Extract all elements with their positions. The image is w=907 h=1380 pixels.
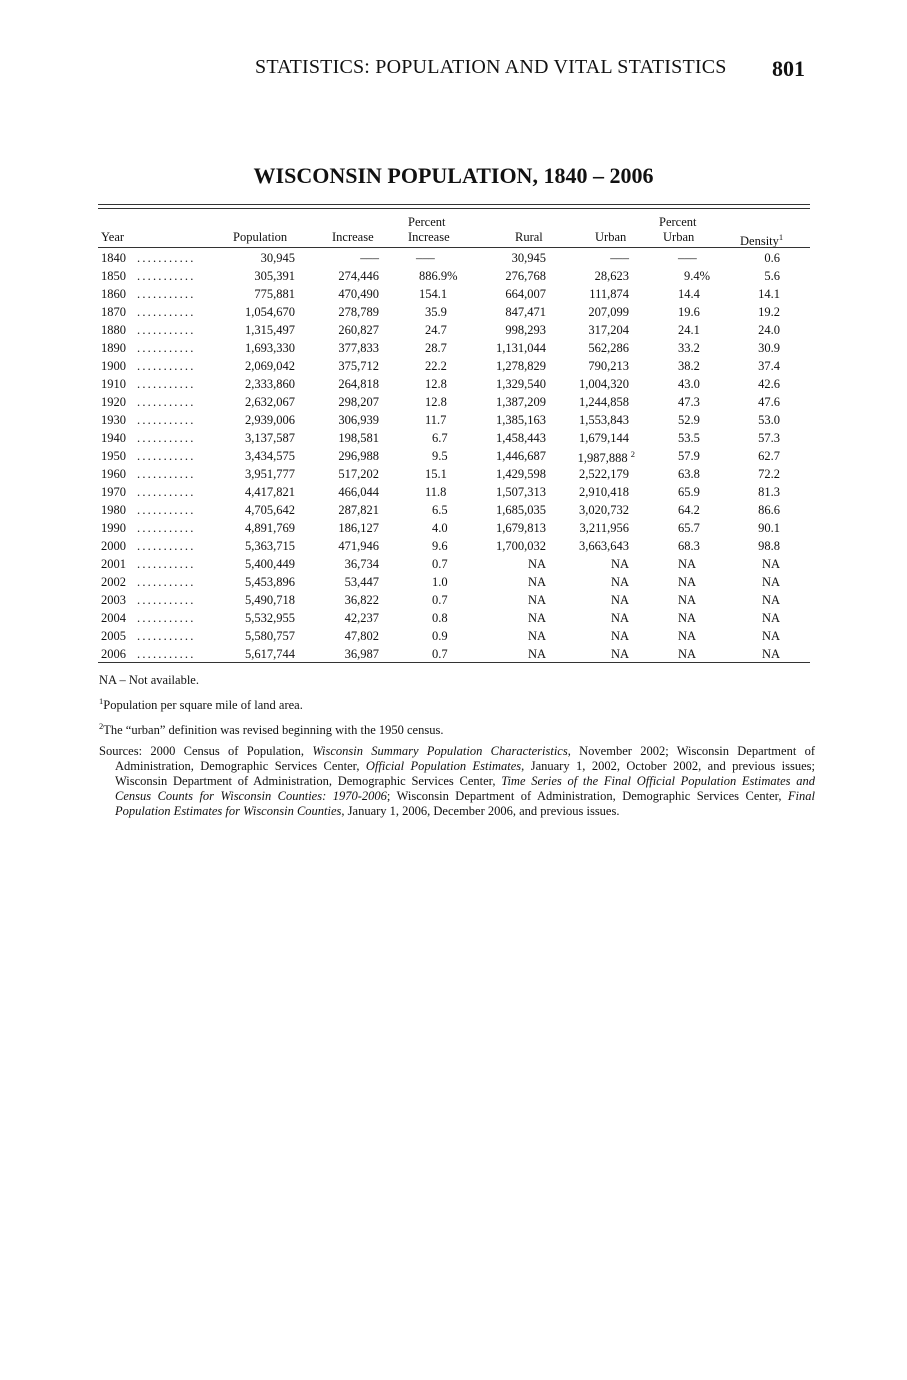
- source-text: Sources: 2000 Census of Population,: [99, 744, 313, 758]
- row-population: 2,939,006: [245, 412, 295, 427]
- row-rural: NA: [527, 646, 546, 661]
- row-year: 1880: [101, 322, 126, 337]
- row-rural: NA: [527, 592, 546, 607]
- row-year: 1870: [101, 304, 126, 319]
- row-percent-urban: 53.5: [678, 430, 700, 445]
- row-population: 1,315,497: [245, 322, 295, 337]
- table-title: WISCONSIN POPULATION, 1840 – 2006: [253, 163, 654, 188]
- footnote-marker-1: 1: [778, 232, 784, 242]
- row-rural: 1,131,044: [496, 340, 546, 355]
- row-year: 1840: [101, 251, 126, 265]
- row-increase: 296,988: [338, 448, 379, 463]
- row-leader: ...........: [137, 268, 196, 283]
- header-percent-increase-line1: Percent: [408, 215, 446, 229]
- row-percent-increase: 15.1: [425, 466, 447, 481]
- row-rural: 1,507,313: [496, 484, 546, 499]
- row-rural: 847,471: [505, 304, 546, 319]
- table-row: [0, 359, 907, 377]
- row-increase: 47,802: [344, 628, 379, 643]
- table-row: [0, 539, 907, 557]
- row-percent-increase: 9.6: [432, 538, 448, 553]
- row-increase: 466,044: [338, 484, 379, 499]
- row-density: NA: [761, 574, 780, 589]
- row-urban: NA: [610, 574, 629, 589]
- row-percent-urban: 52.9: [678, 412, 700, 427]
- row-leader: ...........: [137, 466, 196, 481]
- row-increase: 36,987: [344, 646, 379, 661]
- row-leader: ...........: [137, 304, 196, 319]
- row-year: 1990: [101, 520, 126, 535]
- row-population: 2,333,860: [245, 376, 295, 391]
- row-percent-increase: 11.7: [425, 412, 447, 427]
- row-percent-urban: NA: [678, 646, 697, 661]
- row-population: 30,945: [260, 251, 295, 265]
- row-urban: NA: [610, 610, 629, 625]
- table-top-rule-second: [98, 208, 810, 209]
- row-rural: 1,385,163: [496, 412, 546, 427]
- row-urban: NA: [610, 556, 629, 571]
- header-percent-urban: [659, 215, 696, 245]
- row-population: 305,391: [254, 268, 295, 283]
- header-density-label: Density: [740, 234, 779, 248]
- row-year: 1940: [101, 430, 126, 445]
- row-density: 53.0: [758, 412, 780, 427]
- row-percent-increase: 6.5: [432, 502, 448, 517]
- row-population: 3,137,587: [245, 430, 295, 445]
- row-year: 2000: [101, 538, 126, 553]
- row-urban: –––: [610, 251, 629, 265]
- row-rural: 1,446,687: [496, 448, 546, 463]
- table-row: [0, 485, 907, 503]
- row-urban: 3,211,956: [579, 520, 629, 535]
- row-percent-urban: 65.7: [678, 520, 700, 535]
- row-rural: NA: [527, 574, 546, 589]
- row-percent-increase: 6.7: [432, 430, 448, 445]
- row-year: 1930: [101, 412, 126, 427]
- row-density: 81.3: [758, 484, 780, 499]
- row-leader: ...........: [137, 376, 196, 391]
- row-increase: 42,237: [344, 610, 379, 625]
- row-percent-increase: 24.7: [425, 322, 447, 337]
- note-1-marker: 1: [99, 696, 104, 706]
- row-percent-urban: 14.4: [678, 286, 700, 301]
- table-row: [0, 287, 907, 305]
- row-increase: 470,490: [338, 286, 379, 301]
- row-population: 4,705,642: [245, 502, 295, 517]
- row-population: 3,951,777: [245, 466, 295, 481]
- row-rural: 1,700,032: [496, 538, 546, 553]
- row-density: NA: [761, 556, 780, 571]
- row-urban: NA: [610, 592, 629, 607]
- row-urban: 3,663,643: [579, 538, 629, 553]
- row-leader: ...........: [137, 286, 196, 301]
- table-row: [0, 449, 907, 467]
- row-year: 1970: [101, 484, 126, 499]
- row-urban: 28,623: [594, 268, 629, 283]
- header-percent-urban-line1: Percent: [659, 215, 697, 229]
- row-population: 3,434,575: [245, 448, 295, 463]
- row-percent-increase: 886.9%: [419, 268, 458, 283]
- table-row: [0, 611, 907, 629]
- row-leader: ...........: [137, 412, 196, 427]
- row-percent-increase: 28.7: [425, 340, 447, 355]
- row-leader: ...........: [137, 322, 196, 337]
- row-leader: ...........: [137, 538, 196, 553]
- row-year: 2002: [101, 574, 126, 589]
- row-year: 1950: [101, 448, 126, 463]
- row-increase: 36,734: [344, 556, 379, 571]
- source-title: Time Series of the Final Official Population Estimates and Census Counts for Wisconsin Counties: 1970-2006: [115, 774, 815, 803]
- source-text: , January 1, 2002, October 2002, and previous issues; Wisconsin Department of Administration, Demographic Services Center,: [115, 759, 815, 788]
- row-percent-urban: 19.6: [678, 304, 700, 319]
- row-density: 30.9: [758, 340, 780, 355]
- row-population: 5,532,955: [245, 610, 295, 625]
- row-density: 86.6: [758, 502, 780, 517]
- table-row: [0, 593, 907, 611]
- row-percent-increase: 9.5: [432, 448, 448, 463]
- row-urban-value: 1,987,888: [577, 450, 628, 465]
- row-density: 0.6: [764, 251, 780, 265]
- row-increase: 198,581: [338, 430, 379, 445]
- row-increase: 375,712: [338, 358, 379, 373]
- table-bottom-rule: [98, 662, 810, 663]
- table-top-rule: [98, 204, 810, 205]
- source-text: ; Wisconsin Department of Administration, Demographic Services Center,: [386, 789, 788, 803]
- row-density: 24.0: [758, 322, 780, 337]
- header-percent-increase: [408, 215, 450, 245]
- row-percent-urban: 64.2: [678, 502, 700, 517]
- row-increase: 287,821: [338, 502, 379, 517]
- row-population: 2,632,067: [245, 394, 295, 409]
- row-leader: ...........: [137, 358, 196, 373]
- row-density: 14.1: [758, 286, 780, 301]
- header-urban: Urban: [595, 230, 627, 244]
- row-percent-increase: 4.0: [432, 520, 448, 535]
- row-rural: NA: [527, 610, 546, 625]
- row-percent-urban: NA: [678, 556, 697, 571]
- row-percent-increase: 0.7: [432, 646, 448, 661]
- table-row: [0, 629, 907, 647]
- row-rural: 276,768: [505, 268, 546, 283]
- row-density: NA: [761, 610, 780, 625]
- row-population: 4,891,769: [245, 520, 295, 535]
- row-percent-increase: 0.7: [432, 556, 448, 571]
- row-rural: 1,685,035: [496, 502, 546, 517]
- row-density: 62.7: [758, 448, 780, 463]
- row-percent-urban: 33.2: [678, 340, 700, 355]
- row-population: 4,417,821: [245, 484, 295, 499]
- header-increase: Increase: [332, 230, 374, 244]
- row-increase: 53,447: [344, 574, 379, 589]
- header-rural: Rural: [515, 230, 543, 244]
- row-percent-increase: 12.8: [425, 376, 447, 391]
- row-increase: 278,789: [338, 304, 379, 319]
- row-increase: 298,207: [338, 394, 379, 409]
- row-percent-urban: NA: [678, 628, 697, 643]
- row-percent-increase: 0.9: [432, 628, 448, 643]
- row-increase: 186,127: [338, 520, 379, 535]
- row-population: 775,881: [254, 286, 295, 301]
- header-population: Population: [233, 230, 288, 244]
- table-row: [0, 395, 907, 413]
- row-year: 2005: [101, 628, 126, 643]
- row-leader: ...........: [137, 592, 196, 607]
- row-density: 72.2: [758, 466, 780, 481]
- row-percent-urban: NA: [678, 574, 697, 589]
- table-row: [0, 557, 907, 575]
- footnote-marker-2: 2: [630, 448, 635, 459]
- row-rural: NA: [527, 628, 546, 643]
- row-density: 47.6: [758, 394, 780, 409]
- row-rural: 30,945: [511, 251, 546, 265]
- row-year: 1960: [101, 466, 126, 481]
- row-year: 1900: [101, 358, 126, 373]
- row-rural: 1,387,209: [496, 394, 546, 409]
- row-percent-urban: 24.1: [678, 322, 700, 337]
- note-2-text: The “urban” definition was revised beginning with the 1950 census.: [103, 723, 444, 737]
- row-year: 2003: [101, 592, 126, 607]
- row-urban: 111,874: [589, 286, 629, 301]
- row-year: 1910: [101, 376, 126, 391]
- table-row: [0, 323, 907, 341]
- row-density: NA: [761, 628, 780, 643]
- row-percent-urban: NA: [678, 610, 697, 625]
- row-percent-increase: 154.1: [419, 286, 448, 301]
- row-year: 1850: [101, 268, 126, 283]
- header-bottom-rule: [98, 247, 810, 248]
- row-density: 90.1: [758, 520, 780, 535]
- row-leader: ...........: [137, 430, 196, 445]
- row-urban: 790,213: [588, 358, 629, 373]
- row-leader: ...........: [137, 448, 196, 463]
- row-percent-increase: 22.2: [425, 358, 447, 373]
- row-urban: NA: [610, 646, 629, 661]
- row-population: 5,400,449: [245, 556, 295, 571]
- row-density: NA: [761, 646, 780, 661]
- row-leader: ...........: [137, 484, 196, 499]
- row-increase: 260,827: [338, 322, 379, 337]
- row-rural: 1,278,829: [496, 358, 546, 373]
- row-percent-urban: 65.9: [678, 484, 700, 499]
- row-percent-urban: 43.0: [678, 376, 700, 391]
- row-rural: 1,329,540: [496, 376, 546, 391]
- running-head: STATISTICS: POPULATION AND VITAL STATISTICS: [255, 56, 727, 78]
- row-density: 5.6: [764, 268, 780, 283]
- note-2-marker: 2: [99, 721, 104, 731]
- header-percent-urban-line2: Urban: [663, 230, 695, 244]
- row-urban: 207,099: [588, 304, 629, 319]
- row-urban: 562,286: [588, 340, 629, 355]
- source-title: Wisconsin Summary Population Characteristics: [312, 744, 568, 758]
- row-rural: NA: [527, 556, 546, 571]
- row-urban: NA: [610, 628, 629, 643]
- header-year: Year: [101, 230, 125, 244]
- table-row: [0, 377, 907, 395]
- row-rural: 664,007: [505, 286, 546, 301]
- row-population: 5,363,715: [245, 538, 295, 553]
- table-row: [0, 521, 907, 539]
- row-leader: ...........: [137, 502, 196, 517]
- table-row: [0, 431, 907, 449]
- row-leader: ...........: [137, 610, 196, 625]
- row-increase: –––: [360, 251, 379, 265]
- row-population: 2,069,042: [245, 358, 295, 373]
- row-increase: 274,446: [338, 268, 379, 283]
- table-row: [0, 251, 907, 269]
- row-percent-increase: 35.9: [425, 304, 447, 319]
- row-percent-increase: 11.8: [425, 484, 447, 499]
- row-percent-urban: 38.2: [678, 358, 700, 373]
- row-urban: 1,244,858: [579, 394, 629, 409]
- row-leader: ...........: [137, 394, 196, 409]
- row-urban: 3,020,732: [579, 502, 629, 517]
- row-urban: 1,553,843: [579, 412, 629, 427]
- row-urban: 2,522,179: [579, 466, 629, 481]
- row-percent-increase: 0.7: [432, 592, 448, 607]
- row-increase: 517,202: [338, 466, 379, 481]
- row-year: 2001: [101, 556, 126, 571]
- row-leader: ...........: [137, 520, 196, 535]
- source-text: , November 2002; Wisconsin Department of Administration, Demographic Services Center,: [115, 744, 815, 773]
- page-number: 801: [772, 56, 805, 81]
- table-row: [0, 413, 907, 431]
- row-leader: ...........: [137, 628, 196, 643]
- row-leader: ...........: [137, 556, 196, 571]
- row-urban: 2,910,418: [579, 484, 629, 499]
- row-percent-urban: 68.3: [678, 538, 700, 553]
- table-notes: [99, 673, 815, 819]
- row-urban: 317,204: [588, 322, 629, 337]
- row-percent-increase: 1.0: [432, 574, 448, 589]
- row-year: 1920: [101, 394, 126, 409]
- row-population: 1,054,670: [245, 304, 295, 319]
- row-year: 2006: [101, 646, 126, 661]
- sources-note: [99, 744, 815, 819]
- row-year: 1890: [101, 340, 126, 355]
- row-percent-urban: 57.9: [678, 448, 700, 463]
- note-2: [99, 719, 815, 738]
- row-population: 5,617,744: [245, 646, 295, 661]
- row-rural: 1,679,813: [496, 520, 546, 535]
- row-percent-increase: 0.8: [432, 610, 448, 625]
- row-leader: ...........: [137, 340, 196, 355]
- row-increase: 306,939: [338, 412, 379, 427]
- row-percent-urban: 63.8: [678, 466, 700, 481]
- row-urban: 1,004,320: [579, 376, 629, 391]
- row-density: 37.4: [758, 358, 780, 373]
- row-rural: 998,293: [505, 322, 546, 337]
- source-title: Final Population Estimates for Wisconsin Counties: [115, 789, 815, 818]
- row-density: 42.6: [758, 376, 780, 391]
- row-urban: [578, 449, 635, 466]
- row-leader: ...........: [137, 251, 196, 265]
- row-increase: 264,818: [338, 376, 379, 391]
- row-density: 19.2: [758, 304, 780, 319]
- row-leader: ...........: [137, 574, 196, 589]
- note-1: [99, 694, 815, 713]
- row-population: 5,490,718: [245, 592, 295, 607]
- source-text: , January 1, 2006, December 2006, and previous issues.: [341, 804, 620, 818]
- table-row: [0, 503, 907, 521]
- table-row: [0, 305, 907, 323]
- row-density: 98.8: [758, 538, 780, 553]
- row-percent-urban: NA: [678, 592, 697, 607]
- row-year: 1980: [101, 502, 126, 517]
- note-1-text: Population per square mile of land area.: [103, 698, 303, 712]
- row-increase: 471,946: [338, 538, 379, 553]
- row-population: 5,580,757: [245, 628, 295, 643]
- row-increase: 377,833: [338, 340, 379, 355]
- row-percent-urban: 47.3: [678, 394, 700, 409]
- row-population: 5,453,896: [245, 574, 295, 589]
- row-rural: 1,429,598: [496, 466, 546, 481]
- row-increase: 36,822: [344, 592, 379, 607]
- row-population: 1,693,330: [245, 340, 295, 355]
- source-title: Official Population Estimates: [365, 759, 522, 773]
- note-na: NA – Not available.: [99, 673, 199, 687]
- row-percent-increase: 12.8: [425, 394, 447, 409]
- table-row: [0, 467, 907, 485]
- row-year: 1860: [101, 286, 126, 301]
- header-percent-increase-line2: Increase: [408, 230, 450, 244]
- table-row: [0, 575, 907, 593]
- row-year: 2004: [101, 610, 126, 625]
- row-density: NA: [761, 592, 780, 607]
- row-percent-urban: 9.4%: [684, 268, 711, 283]
- table-row: [0, 269, 907, 287]
- row-leader: ...........: [137, 646, 196, 661]
- row-percent-increase: –––: [416, 251, 435, 265]
- table-row: [0, 341, 907, 359]
- row-urban: 1,679,144: [579, 430, 629, 445]
- row-density: 57.3: [758, 430, 780, 445]
- row-rural: 1,458,443: [496, 430, 546, 445]
- row-percent-urban: –––: [678, 251, 697, 265]
